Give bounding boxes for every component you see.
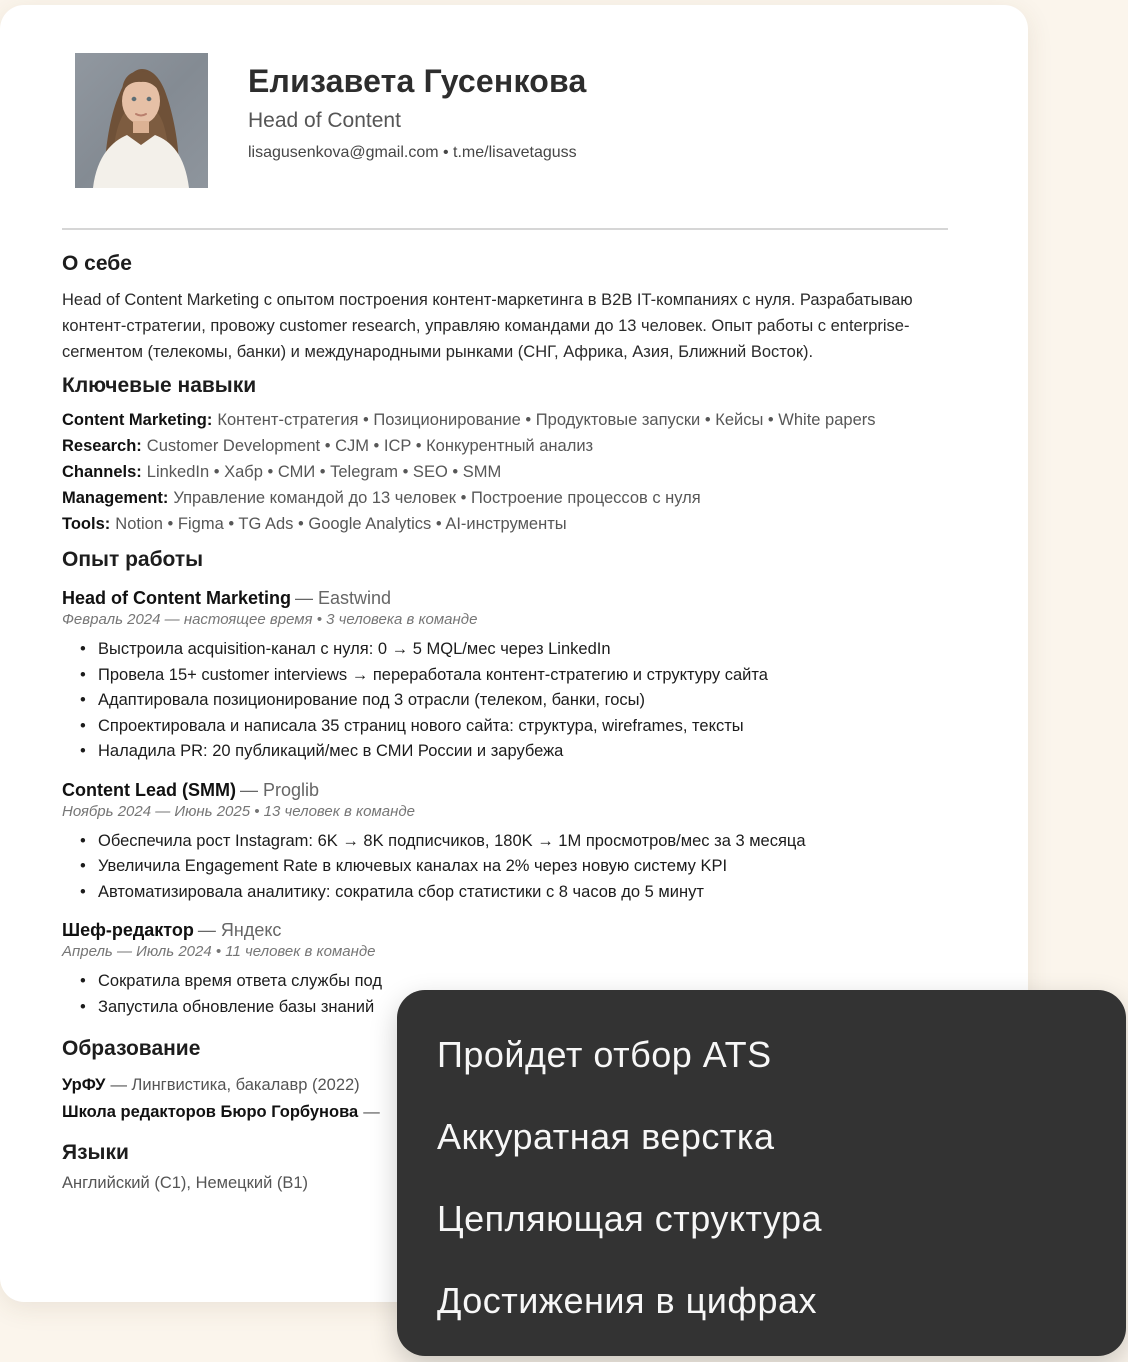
job-bullet: • Обеспечила рост Instagram: 6K → 8K подписчиков, 180K → 1M просмотров/мес за 3 месяца [62,829,948,855]
job-company: — Proglib [239,779,320,800]
skill-row [62,511,948,537]
languages-text: Английский (C1), Немецкий (B1) [62,1174,309,1192]
candidate-name: Елизавета Гусенкова [248,63,587,99]
job-title-line [62,919,948,941]
skill-label: Tools: [62,515,111,533]
job-entry [62,779,948,906]
profile-photo [75,53,208,188]
education-value: — Лингвистика, бакалавр (2022) [110,1076,360,1094]
job-title: Шеф-редактор [62,920,194,940]
job-title: Content Lead (SMM) [62,779,236,800]
header-divider [62,228,948,230]
job-company: — Яндекс [197,920,282,940]
job-title-line [62,779,948,801]
job-bullet: • Запустила обновление базы знаний [62,995,948,1021]
skill-row [62,433,948,459]
skill-row [62,459,948,485]
job-meta: Ноябрь 2024 — Июнь 2025 • 13 человек в команде [62,802,415,820]
languages-heading: Языки [62,1141,129,1164]
job-company: — Eastwind [295,588,392,608]
name-block [248,53,586,188]
skill-value: Контент-стратегия • Позиционирование • Продуктовые запуски • Кейсы • White papers [217,411,876,429]
education-label: УрФУ [62,1076,106,1094]
education-value: — [363,1103,380,1121]
education-label: Школа редакторов Бюро Горбунова [62,1103,359,1121]
experience-heading: Опыт работы [62,548,204,571]
skills-list [62,407,948,537]
job-bullets [62,829,948,906]
skill-value: Customer Development • CJM • ICP • Конкурентный анализ [146,437,594,455]
about-section [62,251,948,365]
skill-value: Управление командой до 13 человек • Построение процессов с нуля [173,489,701,507]
skill-value: Notion • Figma • TG Ads • Google Analytics • AI-инструменты [115,515,567,533]
about-heading: О себе [62,252,132,275]
contact-line: lisagusenkova@gmail.com • t.me/lisavetaguss [248,144,577,161]
skill-value: LinkedIn • Хабр • СМИ • Telegram • SEO • SMM [146,463,502,481]
overlay-item: Пройдет отбор ATS [437,1034,772,1075]
job-bullet: • Спроектировала и написала 35 страниц нового сайта: структура, wireframes, тексты [62,714,948,740]
skill-label: Channels: [62,463,142,481]
job-title-line [62,587,948,609]
job-entry [62,587,948,765]
skill-label: Research: [62,437,142,455]
resume-header [75,53,948,188]
portrait-image [75,53,208,188]
overlay-item: Цепляющая структура [437,1198,823,1239]
job-bullet: • Увеличила Engagement Rate в ключевых каналах на 2% через новую систему KPI [62,854,948,880]
candidate-title: Head of Content [248,109,401,132]
skills-heading: Ключевые навыки [62,374,257,397]
job-bullet: • Адаптировала позиционирование под 3 отрасли (телеком, банки, госы) [62,688,948,714]
job-bullet: • Выстроила acquisition-канал с нуля: 0 → 5 MQL/мес через LinkedIn [62,637,948,663]
overlay-item: Аккуратная верстка [437,1116,775,1157]
skill-row [62,485,948,511]
education-heading: Образование [62,1037,201,1060]
job-bullets [62,637,948,765]
about-text: Head of Content Marketing с опытом построения контент-маркетинга в B2B IT-компаниях с нуля. Разрабатываю контент-стратегии, провожу customer research, управляю командами до 13 человек. Опыт работы с enterprise-сегментом (телекомы, банки) и международными рынками (СНГ, Африка, Азия, Ближний Восток). [62,291,913,361]
job-bullet: • Сократила время ответа службы под [62,969,948,995]
resume-benefits-overlay [397,990,1126,1356]
skills-section [62,373,948,537]
job-meta: Апрель — Июль 2024 • 11 человек в команде [62,943,376,960]
job-meta: Февраль 2024 — настоящее время • 3 человека в команде [62,611,478,628]
job-title: Head of Content Marketing [62,588,292,608]
skill-row [62,407,948,433]
overlay-item: Достижения в цифрах [437,1280,818,1321]
experience-section [62,547,948,1020]
job-bullet: • Наладила PR: 20 публикаций/мес в СМИ России и зарубежа [62,739,948,765]
skill-label: Content Marketing: [62,411,213,429]
job-bullet: • Провела 15+ customer interviews → переработала контент-стратегию и структуру сайта [62,663,948,689]
skill-label: Management: [62,489,169,507]
job-bullet: • Автоматизировала аналитику: сократила сбор статистики с 8 часов до 5 минут [62,880,948,906]
